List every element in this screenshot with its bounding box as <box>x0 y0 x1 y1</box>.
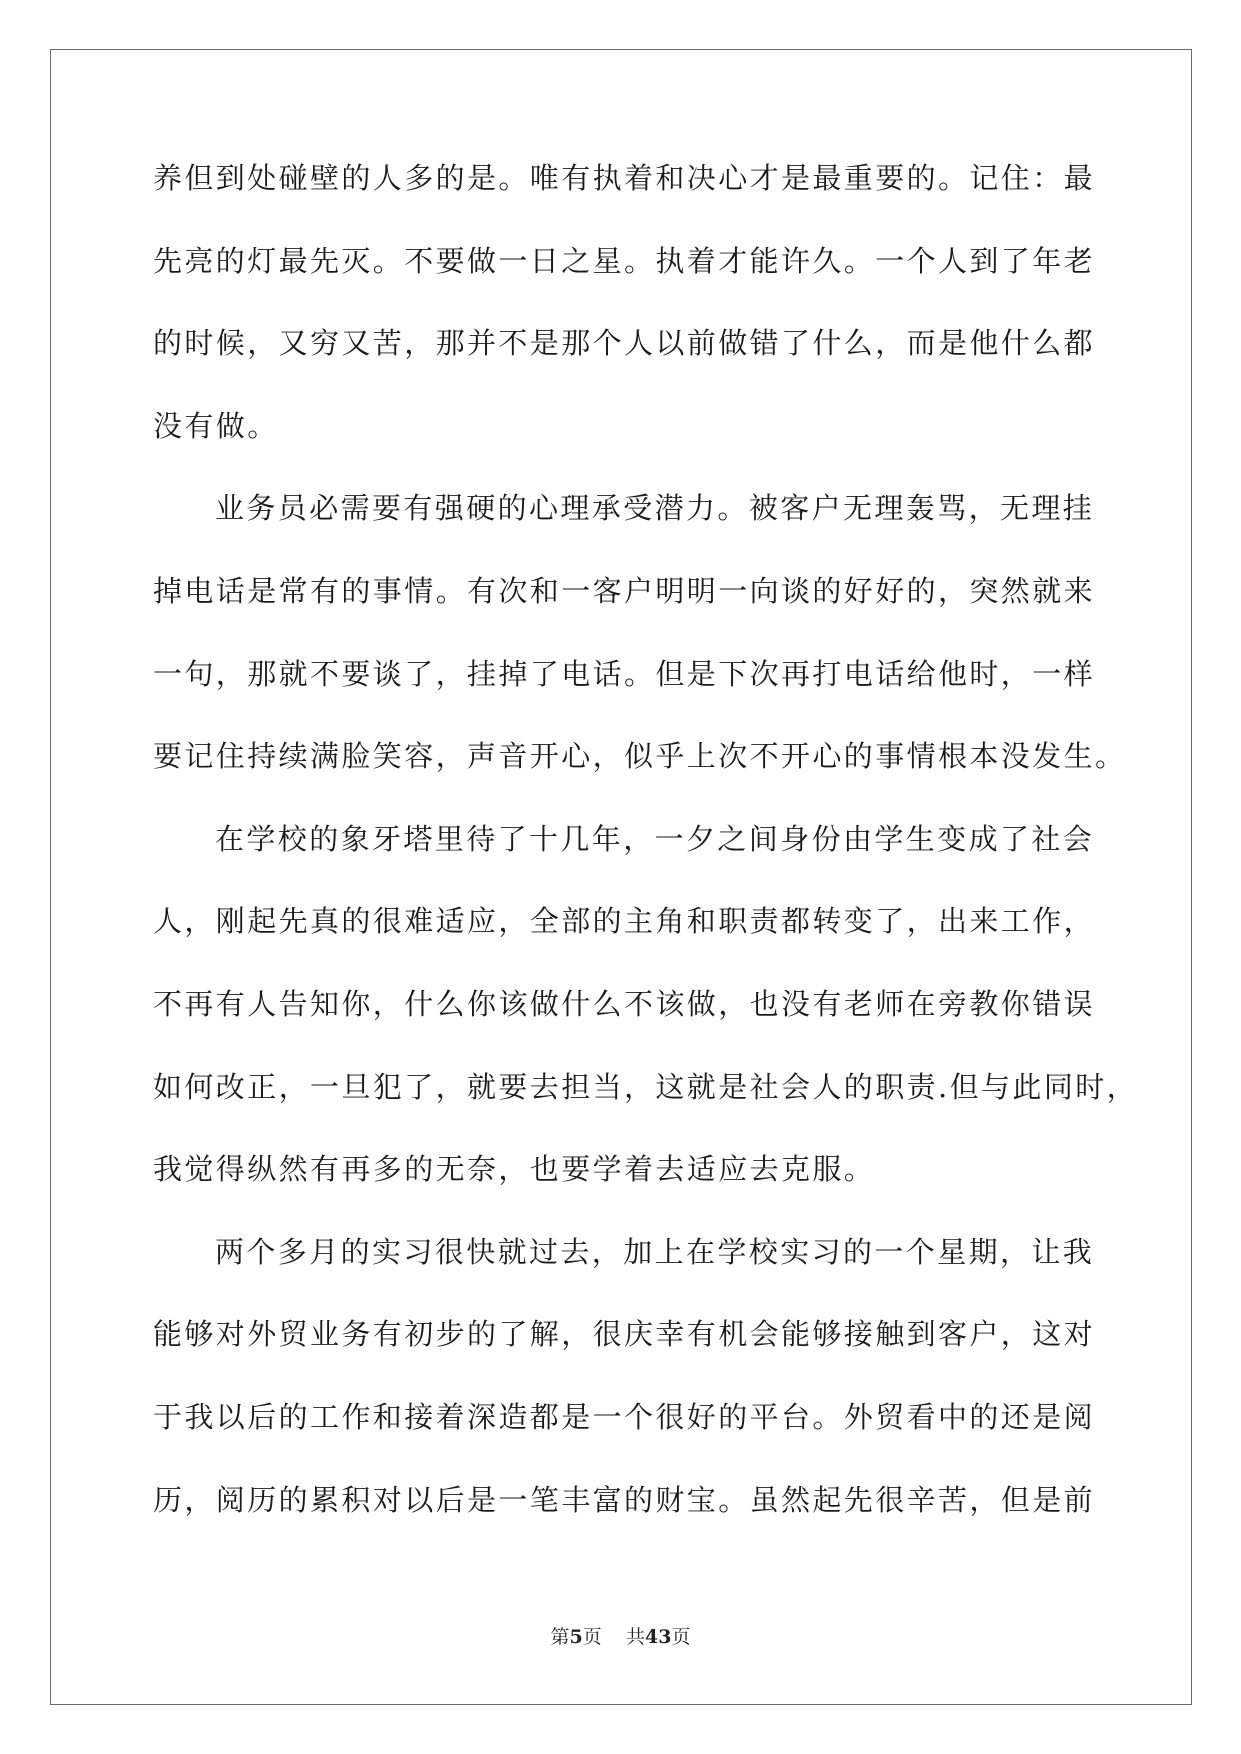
text-line: 养但到处碰壁的人多的是。唯有执着和决心才是最重要的。记住：最 <box>153 161 1096 195</box>
page-footer <box>0 1622 1241 1649</box>
text-line: 掉电话是常有的事情。有次和一客户明明一向谈的好好的，突然就来 <box>153 573 1096 608</box>
text-line: 能够对外贸业务有初步的了解，很庆幸有机会能够接触到客户，这对 <box>153 1317 1096 1352</box>
text-line: 于我以后的工作和接着深造都是一个很好的平台。外贸看中的还是阅 <box>153 1399 1096 1434</box>
text-line: 人，刚起先真的很难适应，全部的主角和职责都转变了，出来工作， <box>153 904 1096 939</box>
footer-page-suffix: 页 <box>582 1626 602 1648</box>
paragraph-start-line: 在学校的象牙塔里待了十几年，一夕之间身份由学生变成了社会 <box>215 821 1095 856</box>
footer-prefix: 第 <box>550 1626 570 1648</box>
text-line: 的时候，又穷又苦，那并不是那个人以前做错了什么，而是他什么都 <box>153 326 1096 361</box>
total-pages-number: 43 <box>644 1626 672 1648</box>
text-line: 我觉得纵然有再多的无奈，也要学着去适应去克服。 <box>153 1152 876 1187</box>
text-line: 如何改正，一旦犯了，就要去担当，这就是社会人的职责.但与此同时， <box>153 1069 1139 1104</box>
text-line: 先亮的灯最先灭。不要做一日之星。执着才能许久。一个人到了年老 <box>153 243 1096 278</box>
text-line: 没有做。 <box>153 408 279 443</box>
paragraph-start-line: 业务员必需要有强硬的心理承受潜力。被客户无理轰骂，无理挂 <box>215 491 1095 526</box>
text-line: 要记住持续满脸笑容，声音开心，似乎上次不开心的事情根本没发生。 <box>153 739 1127 774</box>
current-page-number: 5 <box>569 1626 583 1648</box>
footer-total-prefix: 共 <box>625 1626 645 1648</box>
document-body <box>153 158 1139 1562</box>
text-line: 不再有人告知你，什么你该做什么不该做，也没有老师在旁教你错误 <box>153 986 1096 1021</box>
text-line: 历，阅历的累积对以后是一笔丰富的财宝。虽然起先很辛苦，但是前 <box>153 1482 1096 1517</box>
paragraph-start-line: 两个多月的实习很快就过去，加上在学校实习的一个星期，让我 <box>215 1234 1095 1269</box>
text-line: 一句，那就不要谈了，挂掉了电话。但是下次再打电话给他时，一样 <box>153 656 1096 691</box>
footer-total-suffix: 页 <box>671 1626 691 1648</box>
